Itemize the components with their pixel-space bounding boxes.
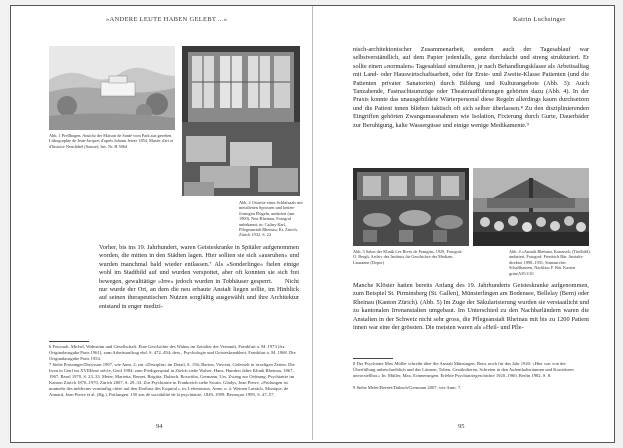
footnote-rule-left [49, 341, 89, 342]
abb3-caption: Abb. 3 Salon der Klinik Les Rives de Prangins, 1929, Fotograf: O. Bergh, Archiv des Instituts für Geschichte der Medizin, Lausanne (Depot) [353, 249, 463, 265]
abb2-caption: Abb. 2 Ostseite eines Schlafsaals mit metallenen Sprossen und ketten-förmigen Flügeln, undatiert (um 1900). Neu-Rheinau, Fotograf unbekannt, in: Cafiny Karl, Pflegeanstalt Rheinau, Kt. Zürich, Zürich 1932, S. 22 [239, 200, 303, 238]
abb3-salon-photo [353, 168, 469, 246]
page-number-left: 94 [156, 423, 163, 430]
page-number-right: 95 [458, 423, 465, 430]
footnote-9: 9 Siehe Meier/Bernet/Dubach/Germann 2007, wie Anm. 7. [353, 385, 462, 390]
abb2-dormitory-photo [182, 46, 300, 196]
abb4-carousel-photo [473, 168, 589, 246]
book-spread [10, 5, 615, 443]
abb1-lithograph-image [49, 46, 175, 130]
footnote-8: 8 Der Psychiater Max Müller schreibt über die Anstalt Münsingen, Bern, noch für das Jahr 1920: »Hier war von der Überfüllung unbeschreiblich und das Lärmen, Toben, Gestikulieren, Schreien in den Aufenthaltsräumen und Korridoren unvorstellbar.« In: Müller, Max, Erinnerungen. Erlebte Psychiatriegeschichte 1920–1960, Berlin 1982, S. 8. [353, 361, 574, 378]
right-body-text-top: nisch-architektonischer Zusammenarbeit, sondern auch der Tagesablauf war selbstverständlich, auf dem Papier jedenfalls, ganz durchdacht und streng strukturiert. Er sollte einen »normalen« Tagesablauf simulieren, je nach Behandlungsklasse als Arbeitsalltag mit Land- oder Hauswirtschaftsarbeit, oder für Erste- und Zweite-Klasse Patienten (und die Patienten privater Sanatorien) durch Bildung und Kulturangebote (Abb. 3): Auch Tanzabende, Fastnachtsumzüge oder Theateraufführungen gehörten dazu (Abb. 4). In der Praxis konnte das unausgebildete Wärterpersonal diese Regeln allerdings kaum durchsetzen und die Patient innen blieben faktisch oft sich selber überlassen.⁸ Zu den disziplinierenden Eingriffen gehörten Zwangsmassnahmen wie Isolation, Fixierung durch Gurte, Dauerbäder zur Beruhigung, kalte Wassergüsse und einige wenige Medikamente.⁹ [353, 46, 589, 129]
right-page [313, 6, 613, 440]
left-body-text: Vorher, bis ins 19. Jahrhundert, waren Geisteskranke in Spitäler aufgenommen worden, die mitten in den Städten lagen. Hier sollten sie sich »ausruhen« und wurden manchmal bald wieder entlassen.⁷ Als »Sonderlinge« fielen einige wohl im Stadtbild auf und wurden verspottet, aber oft konnten sie sich frei bewegen, gewalttätige »Irre« jedoch wurden in Tobhäuser gesperrt. Nicht nur wurde der Ort, an dem die neu erbaute Anstalt liegen sollte, im Hinblick auf seinen therapeutischen Nutzen sorgfältig ausgewählt und ihre Architektur entstand in enger medizi- [99, 244, 299, 310]
running-header-right: Katrin Luchsinger [513, 16, 566, 23]
abb4-caption: Abb. 4 »Anstalt Rheinau, Karussel« (Titelbild), undatiert, Fotograf: Friedrich Bär. Anstalts-direktor 1898–1931, Staatsarchiv Schaffhausen, Nachlass F. Bär, Kasten grün/A39,f/10 [509, 249, 591, 276]
running-header-left: »ANDERE LEUTE HABEN GELEBT ...« [106, 16, 228, 23]
footnote-6: 6 Foucault, Michel, Wahnsinn und Gesellschaft. Eine Geschichte des Wahns im Zeitalter der Vernunft, Frankfurt a. M. 1973 (frz. Originalausgabe Paris 1961), zum Arbeitsauftrag ebd. S. 472–494; ders., Psychologie und Geisteskrankheit, Frankfurt a. M. 1968. Die Originalausgabe Paris 1954. [49, 344, 296, 361]
right-body-text-bottom: Manche Klöster hatten bereits Anfang des 19. Jahrhunderts Geisteskranke aufgenommen, zum Beispiel St. Pirminsberg (St. Gallen), Münsterlingen am Bodensee, Bellelay (Bern) oder Rheinau (Kanton Zürich). (Abb. 5) Im Zuge der Säkularisierung wurden sie verstaatlicht und zu kantonalen Irrenanstalten umgebaut. Im Unterschied zu den Nachbarländern waren die Anstalten in der Schweiz nicht sehr gross, die Pflegeanstalt Rheinau mit bis zu 1200 Patient innen war eine der grössten. Die meisten waren als »Heil- und Pfle- [353, 282, 589, 332]
footnote-7: 7 Siehe Prassinger/Dreysson 1997, wie Anm. 2; zur »Disziplin« im Detail, S. 156; Barton, Vincent, Gefesselt in irrseligen Zeiten: Die Irren in Genf im XVIIIème siècle, Genf 1984; zum Predigerspital in Zürich siehe Walser, Hans, Hundert Jahre Klinik Rheinau, 1867–1967, Basel 1970, S. 23–33. Meier, Marietta, Bernet, Brigitta, Dubach, Roswitha, Germann, Urs, Zwang zur Ordnung. Psychiatrie im Kanton Zürich 1870–1970, Zürich 2007, S. 29–33. Zur Psychiatrie in Frankreich siehe Swain, Gladys, Jean Pierre, »Prüfungen ist nunmehr des médecins vernünftig chère auf den Einfluss des Esquirol«, in: Leitenreaux, Anne, u. ä. Weinen Larsäch, Monique, de Aimard, Jean Pierre et al. (Hg.), Prüfungen. 150 ans de sociabilité de la psychiatrie, 1849–1999, Besançon 1999, S. 47–57. [49, 362, 295, 397]
abb1-caption: Abb. 1 Prellbogen, Ansicht der Maison de Santé vom Park aus gesehen. Lithographie de Jean-Jacques d'après Johann Jetzer 1854, Musée d'art et d'histoire Neuchâtel (Suisse), Inv. Nr. H 5064 [49, 133, 174, 149]
footnote-rule-right [353, 358, 393, 359]
left-page [11, 6, 313, 440]
